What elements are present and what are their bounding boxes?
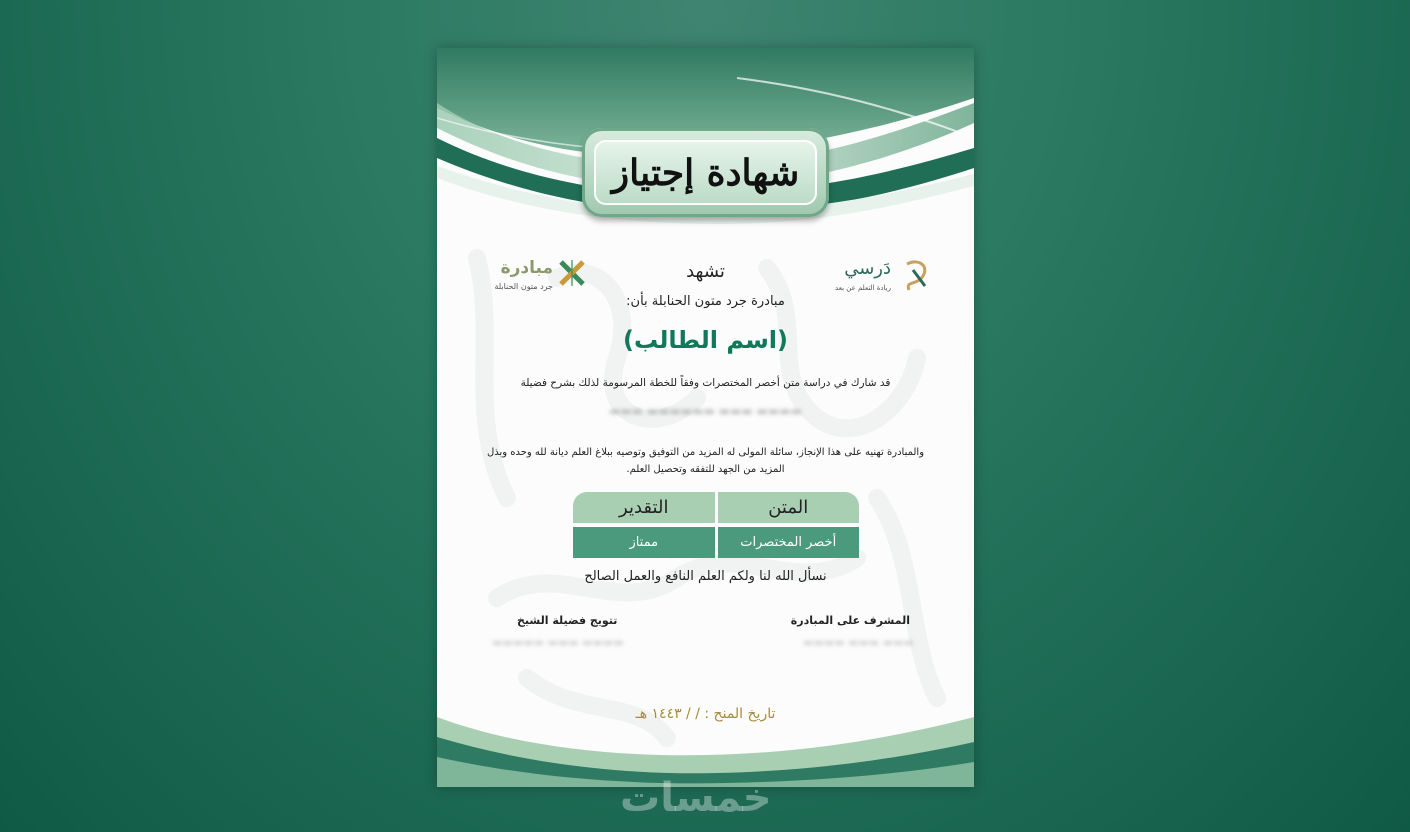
header-grade-column: التقدير: [573, 492, 715, 523]
grade-table-header: [573, 492, 859, 523]
grade-value: ممتاز: [573, 527, 715, 558]
initiative-line: مبادرة جرد متون الحنابلة بأن:: [626, 294, 785, 309]
darsi-logo-subtitle: ريادة التعلم عن بعد: [835, 284, 891, 292]
sheikh-label: تتويج فضيلة الشيخ: [517, 614, 618, 627]
participation-text: قد شارك في دراسة متن أخصر المختصرات وفقاً للخطة المرسومة لذلك بشرح فضيلة: [520, 377, 891, 389]
certificate-title: شهادة إجتياز: [611, 151, 800, 194]
certificate: [437, 48, 974, 787]
mubadara-logo-subtitle: جرد متون الحنابلة: [494, 282, 553, 291]
student-name: (اسم الطالب): [623, 326, 788, 354]
prayer-line: نسأل الله لنا ولكم العلم النافع والعمل الصالح: [584, 569, 827, 584]
grade-table-row: [573, 527, 859, 558]
supervisor-signature-blurred: ▬▬▬ ▬▬▬ ▬▬▬▬: [803, 636, 914, 649]
text-value: أخصر المختصرات: [718, 527, 860, 558]
sheikh-signature-blurred: ▬▬▬▬ ▬▬▬ ▬▬▬▬▬: [492, 636, 624, 649]
certificate-title-badge: [582, 128, 829, 217]
award-date: تاريخ المنح : / / ١٤٤٣ هـ: [635, 706, 776, 722]
attests-heading: تشهد: [686, 261, 725, 282]
darsi-logo-name: دَرسي: [844, 258, 891, 279]
header-text-column: المتن: [718, 492, 860, 523]
supervisor-label: المشرف على المبادرة: [790, 614, 910, 627]
mubadara-logo-name: مبادرة: [500, 258, 553, 278]
sheikh-name-blurred: ▬▬▬▬ ▬▬▬ ▬▬▬▬▬▬ ▬▬▬: [609, 404, 802, 418]
grade-table: [573, 492, 859, 562]
khamsat-watermark: خمسات: [620, 775, 772, 821]
congratulations-text: والمبادرة تهنيه على هذا الإنجاز، سائلة المولى له المزيد من التوفيق وتوصيه ببلاغ العلم ديانة لله وحده وبذل المزيد من الجهد للتفقه وتحصيل العلم.: [486, 447, 925, 475]
